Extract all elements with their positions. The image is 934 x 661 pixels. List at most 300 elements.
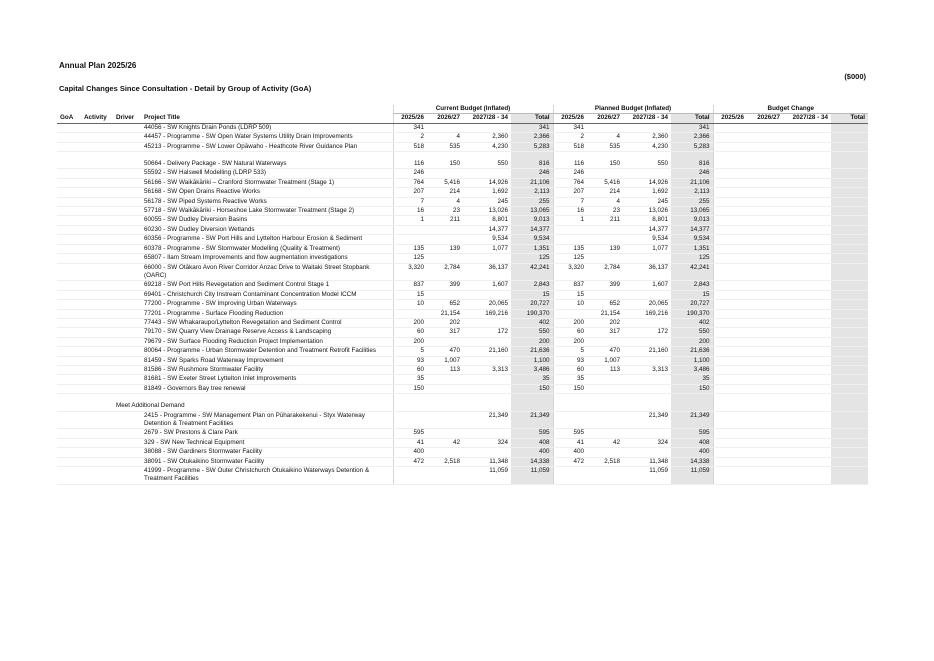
value-cell xyxy=(623,375,671,384)
empty-cell xyxy=(747,152,783,161)
driver-cell xyxy=(113,411,141,429)
goa-cell xyxy=(57,178,81,187)
empty-cell xyxy=(831,402,868,411)
change-cell xyxy=(783,178,831,187)
value-cell: 21,636 xyxy=(671,347,713,356)
value-cell: 408 xyxy=(511,438,553,447)
driver-cell xyxy=(113,347,141,356)
change-cell xyxy=(713,309,747,318)
value-cell: 595 xyxy=(393,429,427,438)
value-cell: 21,106 xyxy=(671,178,713,187)
change-cell xyxy=(713,133,747,142)
table-row xyxy=(57,309,868,318)
change-cell xyxy=(783,318,831,327)
value-cell: 9,534 xyxy=(623,235,671,244)
table-row xyxy=(57,375,868,384)
project-title-cell: 44056 - SW Knights Drain Ponds (LDRP 509) xyxy=(141,123,393,132)
table-row xyxy=(57,133,868,142)
goa-cell xyxy=(57,356,81,365)
goa-cell xyxy=(57,216,81,225)
value-cell: 5 xyxy=(553,347,587,356)
empty-cell xyxy=(671,402,713,411)
goa-cell xyxy=(57,290,81,299)
col-current-total: Total xyxy=(511,114,553,123)
value-cell: 20,727 xyxy=(671,300,713,309)
col-current-2025-26: 2025/26 xyxy=(393,114,427,123)
value-cell: 4 xyxy=(587,133,623,142)
col-planned-total: Total xyxy=(671,114,713,123)
project-title-cell: 57718 - SW Waikākāriki - Horseshoe Lake Stormwater Treatment (Stage 2) xyxy=(141,207,393,216)
change-cell xyxy=(783,337,831,346)
change-cell xyxy=(783,281,831,290)
activity-cell xyxy=(81,318,113,327)
table-row xyxy=(57,188,868,197)
value-cell xyxy=(587,448,623,457)
change-cell xyxy=(713,429,747,438)
value-cell xyxy=(463,356,511,365)
col-planned-2027-34: 2027/28 - 34 xyxy=(623,114,671,123)
value-cell: 3,313 xyxy=(623,365,671,374)
project-title-cell: 56178 - SW Piped Systems Reactive Works xyxy=(141,197,393,206)
value-cell: 211 xyxy=(587,216,623,225)
change-total-cell xyxy=(831,356,868,365)
project-title-cell: 80064 - Programme - Urban Stormwater Detention and Treatment Retrofit Facilities xyxy=(141,347,393,356)
value-cell: 60 xyxy=(553,328,587,337)
change-total-cell xyxy=(831,467,868,485)
value-cell: 202 xyxy=(587,318,623,327)
driver-cell xyxy=(113,467,141,485)
driver-cell xyxy=(113,309,141,318)
value-cell xyxy=(463,169,511,178)
change-cell xyxy=(713,375,747,384)
change-cell xyxy=(713,328,747,337)
project-title-cell: 77201 - Programme - Surface Flooding Reduction xyxy=(141,309,393,318)
activity-cell xyxy=(81,457,113,466)
value-cell xyxy=(427,254,463,263)
table-row xyxy=(57,290,868,299)
value-cell: 1,100 xyxy=(511,356,553,365)
activity-cell xyxy=(81,337,113,346)
value-cell: 13,065 xyxy=(511,207,553,216)
value-cell: 255 xyxy=(671,197,713,206)
project-title-cell: 2679 - SW Prestons & Clare Park xyxy=(141,429,393,438)
value-cell: 550 xyxy=(671,328,713,337)
change-cell xyxy=(713,365,747,374)
activity-cell xyxy=(81,365,113,374)
project-title-cell: 69401 - Christchurch City Instream Contaminant Concentration Model ICCM xyxy=(141,290,393,299)
value-cell: 15 xyxy=(511,290,553,299)
change-cell xyxy=(747,197,783,206)
empty-cell xyxy=(713,394,747,403)
value-cell: 2,113 xyxy=(511,188,553,197)
value-cell: 2,360 xyxy=(623,133,671,142)
change-cell xyxy=(713,457,747,466)
change-total-cell xyxy=(831,235,868,244)
activity-cell xyxy=(81,411,113,429)
value-cell xyxy=(393,467,427,485)
project-title-cell: 56166 - SW Waikākāriki – Cranford Stormwater Treatment (Stage 1) xyxy=(141,178,393,187)
change-total-cell xyxy=(831,337,868,346)
table-row xyxy=(57,216,868,225)
activity-cell xyxy=(81,375,113,384)
value-cell: 9,534 xyxy=(511,235,553,244)
value-cell xyxy=(623,448,671,457)
value-cell: 470 xyxy=(587,347,623,356)
value-cell: 21,349 xyxy=(623,411,671,429)
value-cell: 172 xyxy=(623,328,671,337)
current-budget-header: Current Budget (Inflated) xyxy=(393,105,553,114)
project-title-cell: 60378 - Programme - SW Stormwater Modelling (Quality & Treatment) xyxy=(141,244,393,253)
value-cell xyxy=(393,235,427,244)
project-title-cell: 50664 - Delivery Package - SW Natural Waterways xyxy=(141,160,393,169)
empty-cell xyxy=(141,394,393,403)
goa-cell xyxy=(57,438,81,447)
empty-cell xyxy=(113,152,141,161)
change-cell xyxy=(783,197,831,206)
change-total-cell xyxy=(831,438,868,447)
change-cell xyxy=(747,160,783,169)
value-cell: 3,486 xyxy=(671,365,713,374)
value-cell: 200 xyxy=(393,337,427,346)
column-header-row xyxy=(57,114,868,123)
change-total-cell xyxy=(831,225,868,234)
col-current-2027-34: 2027/28 - 34 xyxy=(463,114,511,123)
value-cell: 10 xyxy=(393,300,427,309)
change-cell xyxy=(747,169,783,178)
value-cell: 11,059 xyxy=(623,467,671,485)
change-cell xyxy=(713,467,747,485)
empty-cell xyxy=(81,152,113,161)
change-cell xyxy=(783,290,831,299)
driver-cell xyxy=(113,225,141,234)
value-cell: 535 xyxy=(427,142,463,151)
value-cell: 4 xyxy=(427,197,463,206)
value-cell xyxy=(587,123,623,132)
change-cell xyxy=(783,438,831,447)
driver-cell xyxy=(113,457,141,466)
empty-cell xyxy=(463,394,511,403)
value-cell: 200 xyxy=(553,318,587,327)
value-cell: 2 xyxy=(553,133,587,142)
table-row xyxy=(57,207,868,216)
value-cell: 246 xyxy=(671,169,713,178)
value-cell xyxy=(427,337,463,346)
value-cell xyxy=(393,309,427,318)
change-cell xyxy=(747,429,783,438)
value-cell: 41 xyxy=(393,438,427,447)
value-cell xyxy=(463,123,511,132)
value-cell: 837 xyxy=(553,281,587,290)
group-header-row xyxy=(57,105,868,114)
value-cell: 11,348 xyxy=(463,457,511,466)
value-cell: 139 xyxy=(427,244,463,253)
project-title-cell: 69218 - SW Port Hills Revegetation and Sediment Control Stage 1 xyxy=(141,281,393,290)
table-row xyxy=(57,263,868,281)
change-cell xyxy=(747,448,783,457)
change-cell xyxy=(713,207,747,216)
empty-cell xyxy=(463,152,511,161)
table-row xyxy=(57,235,868,244)
value-cell: 2,784 xyxy=(587,263,623,281)
change-cell xyxy=(747,188,783,197)
empty-cell xyxy=(511,402,553,411)
goa-cell xyxy=(57,429,81,438)
change-total-cell xyxy=(831,384,868,393)
value-cell: 1,607 xyxy=(623,281,671,290)
page-title: Annual Plan 2025/26 xyxy=(59,61,137,70)
value-cell xyxy=(427,448,463,457)
activity-cell xyxy=(81,263,113,281)
col-planned-2025-26: 2025/26 xyxy=(553,114,587,123)
col-current-2026-27: 2026/27 xyxy=(427,114,463,123)
value-cell: 2,843 xyxy=(511,281,553,290)
value-cell: 60 xyxy=(393,328,427,337)
project-title-cell: 38088 - SW Gardiners Stormwater Facility xyxy=(141,448,393,457)
change-total-cell xyxy=(831,133,868,142)
value-cell xyxy=(553,411,587,429)
value-cell: 1,692 xyxy=(623,188,671,197)
change-cell xyxy=(783,123,831,132)
empty-cell xyxy=(553,152,587,161)
value-cell: 1,351 xyxy=(671,244,713,253)
value-cell: 535 xyxy=(587,142,623,151)
value-cell: 11,059 xyxy=(511,467,553,485)
change-cell xyxy=(713,347,747,356)
change-cell xyxy=(783,216,831,225)
empty-cell xyxy=(81,402,113,411)
goa-cell xyxy=(57,448,81,457)
driver-cell xyxy=(113,290,141,299)
empty-cell xyxy=(57,152,81,161)
driver-cell xyxy=(113,356,141,365)
value-cell xyxy=(623,254,671,263)
change-cell xyxy=(783,254,831,263)
goa-cell xyxy=(57,375,81,384)
goa-cell xyxy=(57,300,81,309)
table-row xyxy=(57,337,868,346)
change-total-cell xyxy=(831,178,868,187)
activity-cell xyxy=(81,281,113,290)
project-title-cell: 77200 - Programme - SW Improving Urban Waterways xyxy=(141,300,393,309)
value-cell: 14,377 xyxy=(511,225,553,234)
change-cell xyxy=(783,375,831,384)
value-cell xyxy=(463,290,511,299)
table-row xyxy=(57,281,868,290)
empty-cell xyxy=(427,152,463,161)
empty-cell xyxy=(747,394,783,403)
table-row xyxy=(57,197,868,206)
project-title-cell: 56168 - SW Open Drains Reactive Works xyxy=(141,188,393,197)
goa-cell xyxy=(57,254,81,263)
change-total-cell xyxy=(831,309,868,318)
value-cell: 42,241 xyxy=(511,263,553,281)
value-cell xyxy=(623,318,671,327)
activity-cell xyxy=(81,290,113,299)
value-cell: 36,137 xyxy=(623,263,671,281)
change-cell xyxy=(783,328,831,337)
change-cell xyxy=(747,309,783,318)
empty-cell xyxy=(623,402,671,411)
value-cell: 5 xyxy=(393,347,427,356)
value-cell: 4 xyxy=(587,197,623,206)
change-total-cell xyxy=(831,244,868,253)
value-cell: 341 xyxy=(511,123,553,132)
change-cell xyxy=(747,235,783,244)
value-cell: 7 xyxy=(553,197,587,206)
value-cell xyxy=(587,254,623,263)
col-activity: Activity xyxy=(81,114,113,123)
driver-cell xyxy=(113,188,141,197)
driver-cell xyxy=(113,438,141,447)
value-cell: 21,160 xyxy=(463,347,511,356)
change-total-cell xyxy=(831,188,868,197)
value-cell: 172 xyxy=(463,328,511,337)
empty-cell xyxy=(783,152,831,161)
change-cell xyxy=(747,142,783,151)
driver-cell xyxy=(113,300,141,309)
value-cell: 150 xyxy=(587,160,623,169)
change-cell xyxy=(747,365,783,374)
value-cell: 116 xyxy=(553,160,587,169)
value-cell xyxy=(587,169,623,178)
change-cell xyxy=(783,207,831,216)
value-cell: 3,320 xyxy=(393,263,427,281)
activity-cell xyxy=(81,235,113,244)
value-cell xyxy=(427,123,463,132)
table-row xyxy=(57,448,868,457)
change-cell xyxy=(783,225,831,234)
page-subtitle: Capital Changes Since Consultation - Detail by Group of Activity (GoA) xyxy=(59,84,312,93)
goa-cell xyxy=(57,337,81,346)
empty-cell xyxy=(623,152,671,161)
activity-cell xyxy=(81,216,113,225)
value-cell: 550 xyxy=(511,328,553,337)
change-cell xyxy=(747,411,783,429)
value-cell: 246 xyxy=(553,169,587,178)
activity-group-label: Meet Additional Demand xyxy=(113,402,393,411)
activity-cell xyxy=(81,448,113,457)
table-row xyxy=(57,438,868,447)
change-cell xyxy=(747,347,783,356)
empty-cell xyxy=(553,394,587,403)
value-cell: 139 xyxy=(587,244,623,253)
change-cell xyxy=(783,169,831,178)
activity-cell xyxy=(81,328,113,337)
activity-cell xyxy=(81,438,113,447)
value-cell: 245 xyxy=(623,197,671,206)
value-cell: 21,636 xyxy=(511,347,553,356)
value-cell: 116 xyxy=(393,160,427,169)
value-cell: 200 xyxy=(393,318,427,327)
activity-cell xyxy=(81,207,113,216)
value-cell: 764 xyxy=(553,178,587,187)
driver-cell xyxy=(113,375,141,384)
value-cell: 550 xyxy=(623,160,671,169)
goa-cell xyxy=(57,225,81,234)
change-cell xyxy=(747,328,783,337)
value-cell xyxy=(463,318,511,327)
project-title-cell: 81459 - SW Sparks Road Waterway Improvement xyxy=(141,356,393,365)
goa-cell xyxy=(57,142,81,151)
activity-cell xyxy=(81,169,113,178)
driver-cell xyxy=(113,216,141,225)
driver-cell xyxy=(113,263,141,281)
value-cell xyxy=(427,235,463,244)
value-cell xyxy=(587,467,623,485)
change-cell xyxy=(747,457,783,466)
goa-cell xyxy=(57,328,81,337)
change-cell xyxy=(747,244,783,253)
value-cell: 60 xyxy=(393,365,427,374)
value-cell: 324 xyxy=(623,438,671,447)
value-cell: 400 xyxy=(553,448,587,457)
change-cell xyxy=(747,123,783,132)
value-cell xyxy=(553,309,587,318)
value-cell: 14,377 xyxy=(671,225,713,234)
value-cell: 595 xyxy=(671,429,713,438)
value-cell: 14,926 xyxy=(463,178,511,187)
change-cell xyxy=(783,133,831,142)
change-cell xyxy=(713,384,747,393)
value-cell: 150 xyxy=(511,384,553,393)
value-cell: 125 xyxy=(671,254,713,263)
value-cell: 8,801 xyxy=(463,216,511,225)
capital-changes-table xyxy=(57,105,868,485)
empty-cell xyxy=(463,402,511,411)
change-cell xyxy=(783,300,831,309)
value-cell: 135 xyxy=(553,244,587,253)
change-cell xyxy=(747,300,783,309)
value-cell: 399 xyxy=(587,281,623,290)
value-cell: 21,106 xyxy=(511,178,553,187)
empty-cell xyxy=(671,394,713,403)
change-cell xyxy=(783,160,831,169)
value-cell: 246 xyxy=(511,169,553,178)
table-row xyxy=(57,178,868,187)
goa-cell xyxy=(57,347,81,356)
value-cell xyxy=(587,337,623,346)
value-cell: 14,377 xyxy=(623,225,671,234)
value-cell xyxy=(587,235,623,244)
driver-cell xyxy=(113,123,141,132)
value-cell xyxy=(463,254,511,263)
value-cell xyxy=(623,169,671,178)
change-total-cell xyxy=(831,375,868,384)
change-cell xyxy=(713,169,747,178)
value-cell: 21,349 xyxy=(671,411,713,429)
value-cell xyxy=(587,384,623,393)
table-row xyxy=(57,411,868,429)
change-total-cell xyxy=(831,318,868,327)
value-cell: 3,320 xyxy=(553,263,587,281)
value-cell: 21,154 xyxy=(587,309,623,318)
value-cell: 42,241 xyxy=(671,263,713,281)
empty-cell xyxy=(783,394,831,403)
value-cell: 472 xyxy=(553,457,587,466)
value-cell: 214 xyxy=(427,188,463,197)
col-change-2027-34: 2027/28 - 34 xyxy=(783,114,831,123)
driver-cell xyxy=(113,254,141,263)
value-cell: 113 xyxy=(427,365,463,374)
value-cell xyxy=(393,225,427,234)
value-cell: 35 xyxy=(553,375,587,384)
change-total-cell xyxy=(831,300,868,309)
value-cell: 1,007 xyxy=(587,356,623,365)
value-cell: 3,313 xyxy=(463,365,511,374)
col-change-2025-26: 2025/26 xyxy=(713,114,747,123)
table-row xyxy=(57,254,868,263)
activity-cell xyxy=(81,123,113,132)
